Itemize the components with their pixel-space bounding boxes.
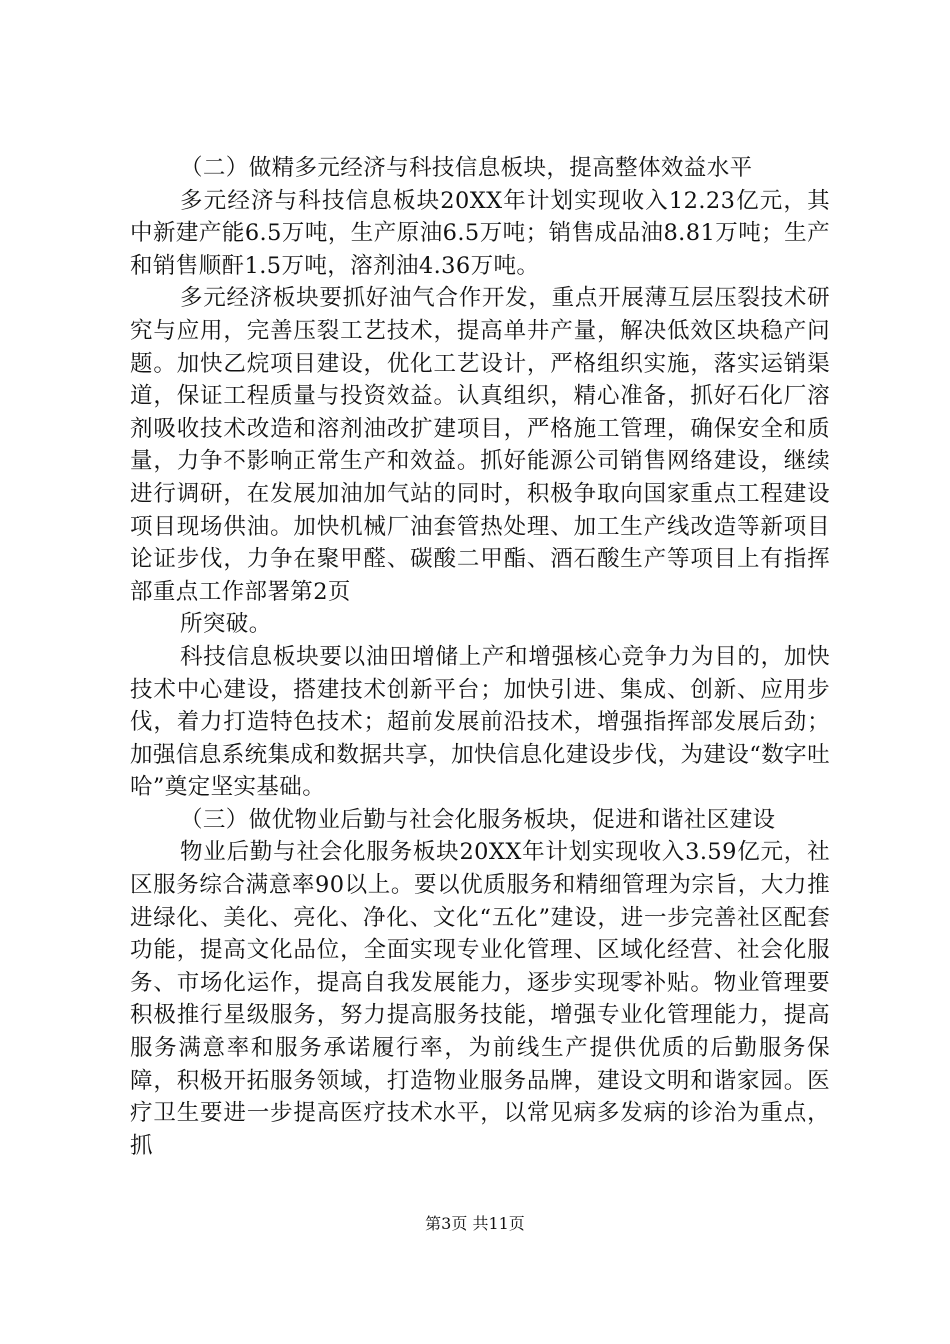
document-body	[130, 152, 830, 1162]
paragraph-breakthrough: 所突破。	[180, 611, 272, 638]
paragraph-diversified-economy: 多元经济板块要抓好油气合作开发，重点开展薄互层压裂技术研究与应用，完善压裂工艺技术，提高单井产量，解决低效区块稳产问题。加快乙烷项目建设，优化工艺设计，严格组织实施，落实运销渠道，保证工程质量与投资效益。认真组织，精心准备，抓好石化厂溶剂吸收技术改造和溶剂油改扩建项目，严格施工管理，确保安全和质量，力争不影响正常生产和效益。抓好能源公司销售网络建设，继续进行调研，在发展加油加气站的同时，积极争取向国家重点工程建设项目现场供油。加快机械厂油套管热处理、加工生产线改造等新项目论证步伐，力争在聚甲醛、碳酸二甲酯、酒石酸生产等项目上有指挥部重点工作部署第2页	[130, 285, 830, 605]
section-heading-3: （三）做优物业后勤与社会化服务板块，促进和谐社区建设	[180, 806, 776, 833]
page-footer: 第3页 共11页	[425, 1214, 525, 1233]
section-heading-2: （二）做精多元经济与科技信息板块，提高整体效益水平	[180, 155, 753, 181]
paragraph-property-services: 物业后勤与社会化服务板块20XX年计划实现收入3.59亿元，社区服务综合满意率90以上。要以优质服务和精细管理为宗旨，大力推进绿化、美化、亮化、净化、文化“五化”建设，进一步完善社区配套功能，提高文化品位，全面实现专业化管理、区域化经营、社会化服务、市场化运作，提高自我发展能力，逐步实现零补贴。物业管理要积极推行星级服务，努力提高服务技能，增强专业化管理能力，提高服务满意率和服务承诺履行率，为前线生产提供优质的后勤服务保障，积极开拓服务领域，打造物业服务品牌，建设文明和谐家园。医疗卫生要进一步提高医疗技术水平，以常见病多发病的诊治为重点，抓	[130, 839, 830, 1159]
paragraph-technology-info: 科技信息板块要以油田增储上产和增强核心竞争力为目的，加快技术中心建设，搭建技术创新平台；加快引进、集成、创新、应用步伐，着力打造特色技术；超前发展前沿技术，增强指挥部发展后劲；加强信息系统集成和数据共享，加快信息化建设步伐，为建设“数字吐哈”奠定坚实基础。	[130, 643, 830, 801]
paragraph-revenue-plan: 多元经济与科技信息板块20XX年计划实现收入12.23亿元，其中新建产能6.5万吨，生产原油6.5万吨；销售成品油8.81万吨；生产和销售顺酐1.5万吨，溶剂油4.36万吨。	[130, 187, 830, 279]
